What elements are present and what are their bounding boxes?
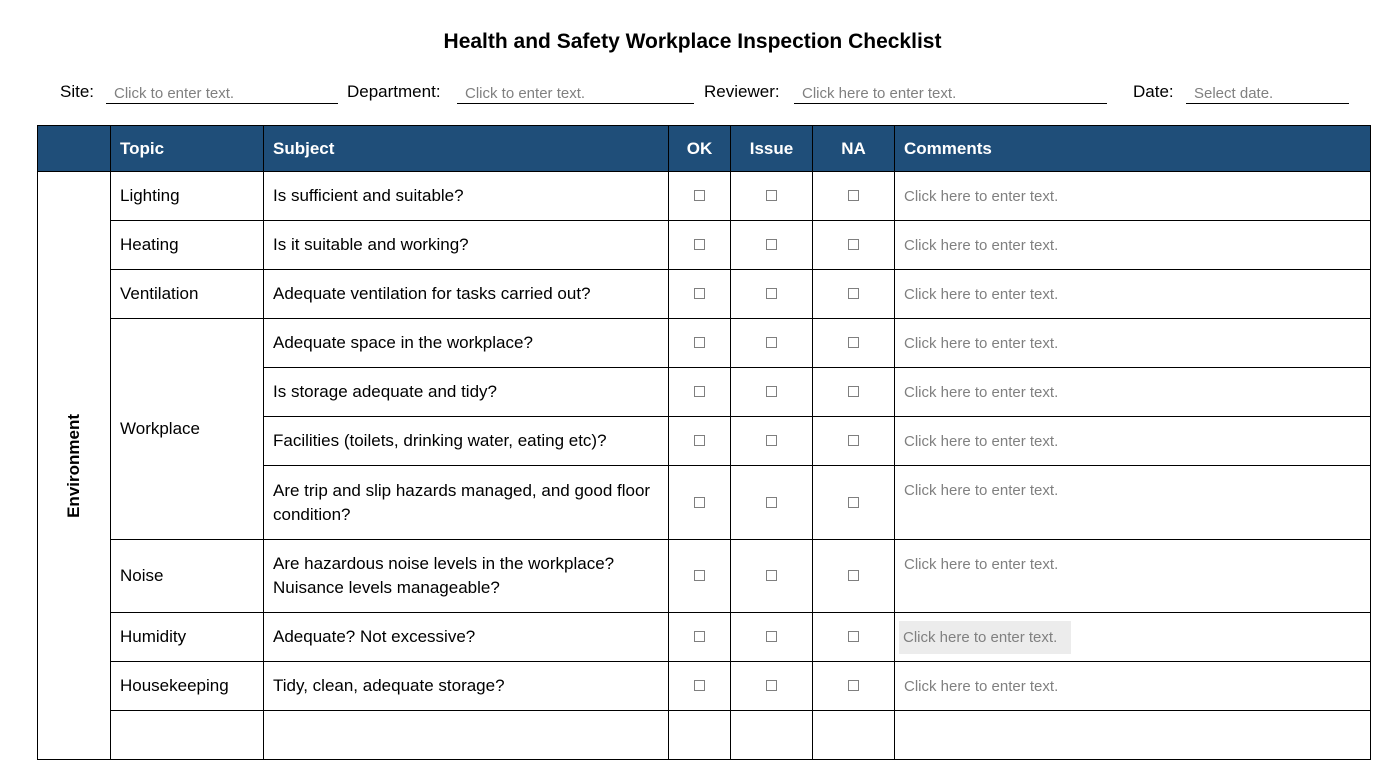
ok-checkbox[interactable] [694,337,705,348]
issue-cell [731,221,813,270]
na-checkbox[interactable] [848,386,859,397]
subject-cell: Is sufficient and suitable? [264,172,669,221]
ok-checkbox[interactable] [694,435,705,446]
na-checkbox[interactable] [848,570,859,581]
topic-cell: Noise [111,540,264,613]
comment-input[interactable]: Click here to enter text. [904,335,1059,352]
comment-cell [895,319,1371,368]
ok-cell [669,613,731,662]
issue-checkbox[interactable] [766,386,777,397]
comment-cell [895,662,1371,711]
table-row [38,540,1371,613]
subject-cell: Adequate space in the workplace? [264,319,669,368]
issue-cell [731,711,813,760]
department-label: Department: [347,82,441,101]
comment-cell [895,270,1371,319]
table-header-row [38,126,1371,172]
subject-cell: Adequate? Not excessive? [264,613,669,662]
ok-cell [669,221,731,270]
comment-cell [895,613,1371,662]
na-cell [813,613,895,662]
issue-cell [731,466,813,540]
department-input[interactable]: Click to enter text. [457,83,694,104]
na-checkbox[interactable] [848,497,859,508]
comment-cell [895,540,1371,613]
header-issue: Issue [731,126,813,172]
issue-checkbox[interactable] [766,239,777,250]
ok-cell [669,540,731,613]
comment-input[interactable]: Click here to enter text. [904,237,1059,254]
comment-input[interactable]: Click here to enter text. [904,678,1059,695]
comment-cell [895,172,1371,221]
issue-checkbox[interactable] [766,190,777,201]
ok-checkbox[interactable] [694,190,705,201]
comment-cell [895,466,1371,540]
comment-cell [895,711,1371,760]
reviewer-input[interactable]: Click here to enter text. [794,83,1107,104]
issue-checkbox[interactable] [766,435,777,446]
na-checkbox[interactable] [848,239,859,250]
issue-checkbox[interactable] [766,631,777,642]
ok-cell [669,662,731,711]
ok-cell [669,172,731,221]
na-checkbox[interactable] [848,680,859,691]
subject-cell: Is it suitable and working? [264,221,669,270]
comment-input[interactable]: Click here to enter text. [904,482,1059,499]
header-ok: OK [669,126,731,172]
section-cell [38,172,111,760]
na-checkbox[interactable] [848,631,859,642]
site-input[interactable]: Click to enter text. [106,83,338,104]
ok-checkbox[interactable] [694,631,705,642]
comment-input[interactable]: Click here to enter text. [904,286,1059,303]
na-cell [813,711,895,760]
ok-cell [669,270,731,319]
ok-checkbox[interactable] [694,570,705,581]
topic-cell: Humidity [111,613,264,662]
subject-line: Are hazardous noise levels in the workplace? [273,554,615,573]
table-row [38,172,1371,221]
header-section [38,126,111,172]
topic-cell: Lighting [111,172,264,221]
ok-checkbox[interactable] [694,239,705,250]
na-cell [813,270,895,319]
ok-cell [669,711,731,760]
na-checkbox[interactable] [848,288,859,299]
table-row [38,613,1371,662]
na-checkbox[interactable] [848,337,859,348]
subject-line: Nuisance levels manageable? [273,578,500,597]
comment-input[interactable]: Click here to enter text. [904,433,1059,450]
ok-checkbox[interactable] [694,386,705,397]
na-cell [813,466,895,540]
issue-cell [731,368,813,417]
table-row [38,319,1371,368]
na-checkbox[interactable] [848,190,859,201]
comment-input[interactable]: Click here to enter text. [899,621,1071,654]
issue-cell [731,172,813,221]
date-label: Date: [1133,82,1174,101]
comment-input[interactable]: Click here to enter text. [904,188,1059,205]
comment-input[interactable]: Click here to enter text. [904,384,1059,401]
na-cell [813,319,895,368]
subject-cell [264,711,669,760]
site-label: Site: [60,82,95,101]
na-cell [813,221,895,270]
topic-cell: Heating [111,221,264,270]
header-comments: Comments [895,126,1371,172]
issue-checkbox[interactable] [766,570,777,581]
ok-checkbox[interactable] [694,288,705,299]
ok-cell [669,368,731,417]
topic-cell: Workplace [111,319,264,540]
subject-cell [264,540,669,613]
issue-cell [731,319,813,368]
na-cell [813,540,895,613]
header-topic: Topic [111,126,264,172]
table-row [38,711,1371,760]
date-picker[interactable]: Select date. [1186,83,1349,104]
section-label: Environment [64,413,83,518]
table-row [38,662,1371,711]
issue-checkbox[interactable] [766,680,777,691]
comment-cell [895,417,1371,466]
issue-checkbox[interactable] [766,288,777,299]
table-row [38,270,1371,319]
topic-cell [111,711,264,760]
issue-cell [731,270,813,319]
issue-cell [731,540,813,613]
reviewer-label: Reviewer: [704,82,780,101]
subject-cell: Are trip and slip hazards managed, and good floor condition? [264,466,669,540]
ok-cell [669,417,731,466]
issue-checkbox[interactable] [766,337,777,348]
ok-checkbox[interactable] [694,680,705,691]
na-cell [813,662,895,711]
table-row [38,221,1371,270]
issue-cell [731,613,813,662]
subject-cell: Facilities (toilets, drinking water, eating etc)? [264,417,669,466]
issue-cell [731,662,813,711]
ok-cell [669,466,731,540]
subject-cell: Tidy, clean, adequate storage? [264,662,669,711]
comment-cell [895,221,1371,270]
comment-cell [895,368,1371,417]
na-cell [813,172,895,221]
inspection-table [37,125,1371,760]
na-checkbox[interactable] [848,435,859,446]
header-subject: Subject [264,126,669,172]
header-na: NA [813,126,895,172]
na-cell [813,417,895,466]
ok-checkbox[interactable] [694,497,705,508]
ok-cell [669,319,731,368]
topic-cell: Ventilation [111,270,264,319]
subject-cell: Is storage adequate and tidy? [264,368,669,417]
page-title: Health and Safety Workplace Inspection Checklist [443,30,942,53]
topic-cell: Housekeeping [111,662,264,711]
na-cell [813,368,895,417]
issue-cell [731,417,813,466]
issue-checkbox[interactable] [766,497,777,508]
subject-cell: Adequate ventilation for tasks carried out? [264,270,669,319]
comment-input[interactable]: Click here to enter text. [904,556,1059,573]
